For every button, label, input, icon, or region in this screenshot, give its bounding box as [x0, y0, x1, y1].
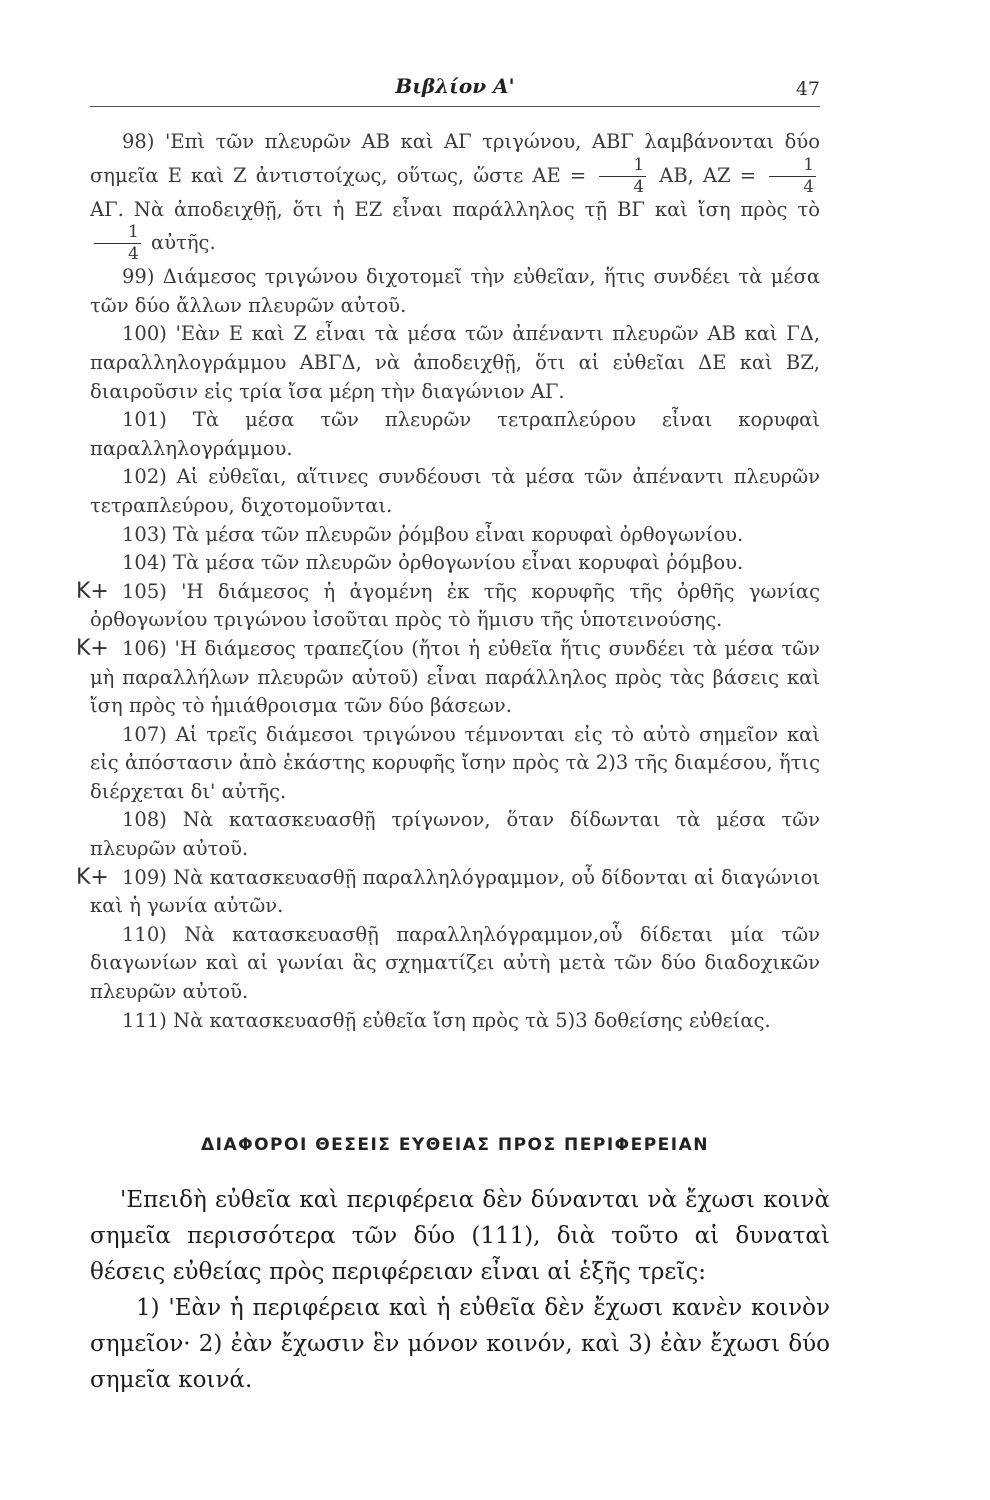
- fraction-numerator: 1: [94, 224, 141, 244]
- exercise-104: 104) Τὰ μέσα τῶν πλευρῶν ὀρθογωνίου εἶναι κορυφαὶ ῥόμβου.: [122, 551, 744, 575]
- fraction-denominator: 4: [128, 244, 139, 265]
- fraction-denominator: 4: [803, 176, 815, 197]
- page-number: 47: [795, 78, 820, 100]
- exercise-110: 110) Νὰ κατασκευασθῇ παραλληλόγραμμον,οὗ δίδεται μία τῶν διαγωνίων καὶ αἱ γωνίαι ἃς σχηματίζει αὐτὴ μετὰ τῶν δύο διαδοχικῶν πλευρῶν αὐτοῦ.: [90, 922, 820, 1004]
- exercise-103: 103) Τὰ μέσα τῶν πλευρῶν ῥόμβου εἶναι κορυφαὶ ὀρθογωνίου.: [122, 522, 744, 546]
- exercise-106-text: 106) 'Η διάμεσος τραπεζίου (ἤτοι ἡ εὐθεῖα ἥτις συνδέει τὰ μέσα τῶν μὴ παραλλήλων πλευρῶν αὐτοῦ) εἶναι παράλληλος πρὸς τὰς βάσεις καὶ ἴση πρὸς τὸ ἡμιάθροισμα τῶν δύο βάσεων.: [90, 636, 820, 718]
- handwritten-mark: Κ+: [76, 864, 109, 890]
- exercise-105: [76, 578, 820, 635]
- fraction-numerator: 1: [599, 157, 646, 177]
- book-title: Βιβλίον Α': [395, 74, 515, 98]
- exercise-105-text: 105) 'Η διάμεσος ἡ ἀγομένη ἐκ τῆς κορυφῆς τῆς ὀρθῆς γωνίας ὀρθογωνίου τριγώνου ἰσοῦται πρὸς τὸ ἥμισυ τῆς ὑποτεινούσης.: [90, 579, 820, 632]
- handwritten-mark: Κ+: [76, 635, 109, 661]
- section-intro: [90, 1182, 830, 1398]
- exercise-98: [90, 128, 820, 263]
- page-header: [90, 66, 820, 107]
- exercise-100: 100) 'Εὰν Ε καὶ Ζ εἶναι τὰ μέσα τῶν ἀπέναντι πλευρῶν ΑΒ καὶ ΓΔ, παραλληλογράμμου ΑΒΓΔ, νὰ ἀποδειχθῇ, ὅτι αἱ εὐθεῖαι ΔΕ καὶ ΒΖ, διαιροῦσιν εἰς τρία ἴσα μέρη τὴν διαγώνιον ΑΓ.: [90, 322, 820, 403]
- exercise-101: 101) Τὰ μέσα τῶν πλευρῶν τετραπλεύρου εἶναι κορυφαὶ παραλληλογράμμου.: [90, 408, 820, 460]
- intro-paragraph: 'Επειδὴ εὐθεῖα καὶ περιφέρεια δὲν δύνανται νὰ ἔχωσι κοινὰ σημεῖα περισσότερα τῶν δύο (111), διὰ τοῦτο αἱ δυναταὶ θέσεις εὐθείας πρὸς περιφέρειαν εἶναι αἱ ἑξῆς τρεῖς:: [90, 1187, 830, 1285]
- exercise-list: [76, 128, 820, 1035]
- exercise-102: 102) Αἱ εὐθεῖαι, αἵτινες συνδέουσι τὰ μέσα τῶν ἀπέναντι πλευρῶν τετραπλεύρου, διχοτομοῦνται.: [90, 465, 820, 517]
- fraction-one-quarter: [599, 154, 646, 197]
- exercise-109-text: 109) Νὰ κατασκευασθῇ παραλληλόγραμμον, οὗ δίδονται αἱ διαγώνιοι καὶ ἡ γωνία αὐτῶν.: [90, 865, 820, 918]
- section-heading: ΔΙΑΦΟΡΟΙ ΘΕΣΕΙΣ ΕΥΘΕΙΑΣ ΠΡΟΣ ΠΕΡΙΦΕΡΕΙΑΝ: [201, 1135, 709, 1155]
- exercise-111: 111) Νὰ κατασκευασθῇ εὐθεῖα ἴση πρὸς τὰ 5)3 δοθείσης εὐθείας.: [122, 1008, 771, 1032]
- exercise-98-text-c: ΑΓ. Νὰ ἀποδειχθῇ, ὅτι ἡ ΕΖ εἶναι παράλληλος τῇ ΒΓ καὶ ἴση πρὸς τὸ: [90, 197, 820, 221]
- handwritten-mark: Κ+: [76, 578, 109, 604]
- fraction-numerator: 1: [769, 157, 816, 177]
- exercise-98-text-d: αὐτῆς.: [151, 231, 216, 255]
- exercise-109: [76, 864, 820, 921]
- exercise-106: [76, 635, 820, 721]
- fraction-one-quarter: [94, 224, 141, 263]
- exercise-99: 99) Διάμεσος τριγώνου διχοτομεῖ τὴν εὐθεῖαν, ἥτις συνδέει τὰ μέσα τῶν δύο ἄλλων πλευρῶν αὐτοῦ.: [90, 265, 820, 317]
- fraction-denominator: 4: [633, 176, 645, 197]
- exercise-107: 107) Αἱ τρεῖς διάμεσοι τριγώνου τέμνονται εἰς τὸ αὐτὸ σημεῖον καὶ εἰς ἀπόστασιν ἀπὸ ἑκάστης κορυφῆς ἴσην πρὸς τὰ 2)3 τῆς διαμέσου, ἥτις διέρχεται δι' αὐτῆς.: [90, 722, 820, 803]
- exercise-98-text-b: ΑΒ, ΑΖ =: [659, 163, 757, 187]
- fraction-one-quarter: [769, 154, 816, 197]
- exercise-98-text-a: 98) 'Επὶ τῶν πλευρῶν ΑΒ καὶ ΑΓ τριγώνου, ΑΒΓ λαμβάνονται δύο σημεῖα Ε καὶ Ζ ἀντιστοίχως, οὕτως, ὥστε ΑΕ =: [90, 130, 820, 187]
- exercise-108: 108) Νὰ κατασκευασθῇ τρίγωνον, ὅταν δίδωνται τὰ μέσα τῶν πλευρῶν αὐτοῦ.: [90, 808, 820, 861]
- intro-cases-paragraph: 1) 'Εὰν ἡ περιφέρεια καὶ ἡ εὐθεῖα δὲν ἔχωσι κανὲν κοινὸν σημεῖον· 2) ἐὰν ἔχωσιν ἓν μόνον κοινόν, καὶ 3) ἐὰν ἔχωσι δύο σημεῖα κοινά.: [90, 1295, 830, 1393]
